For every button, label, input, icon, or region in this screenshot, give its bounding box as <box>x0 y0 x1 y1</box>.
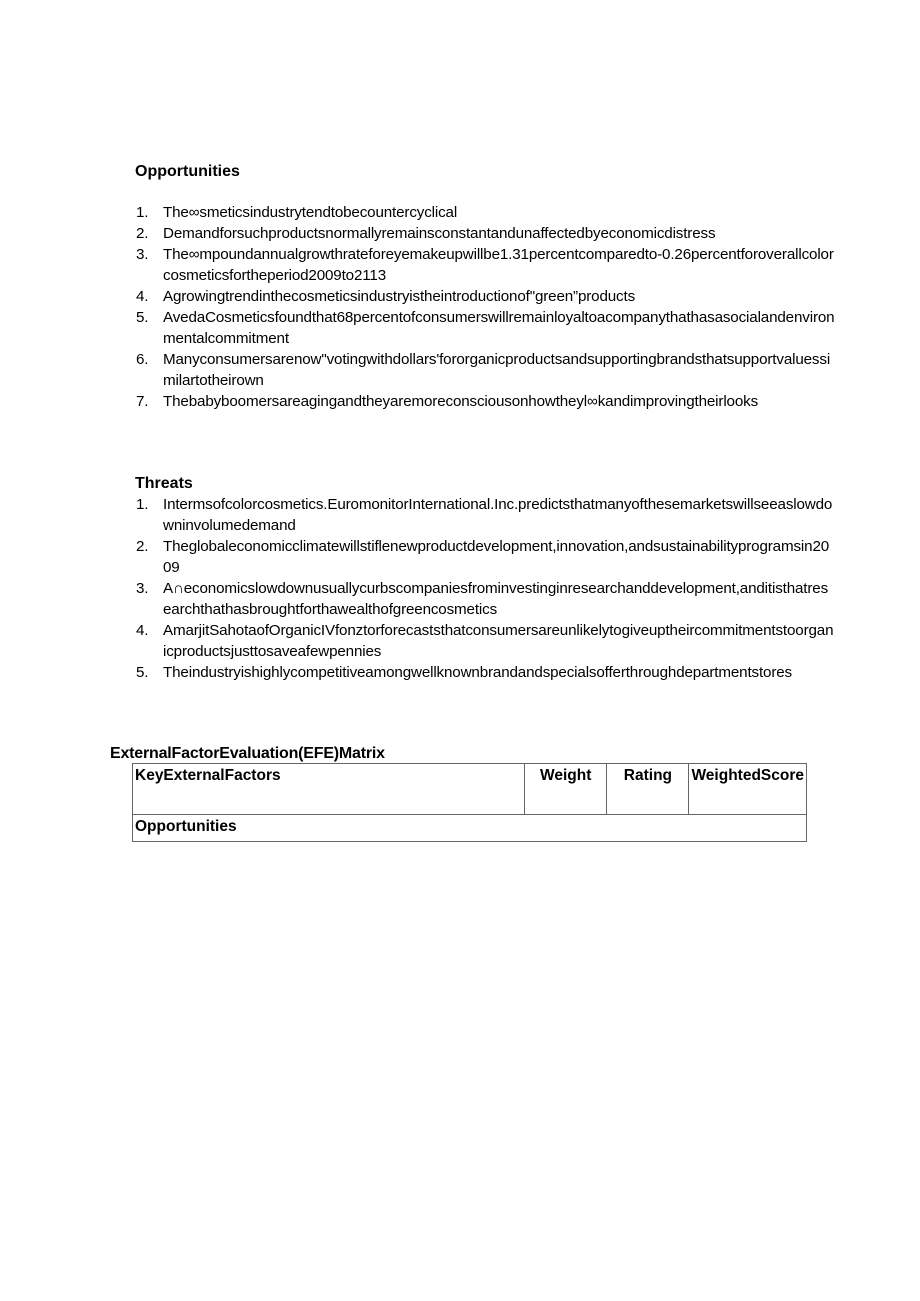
list-item-number: 7. <box>136 393 149 410</box>
opportunities-heading: Opportunities <box>135 163 240 180</box>
list-item-text: AvedaCosmeticsfoundthat68percentofconsumerswillremainloyaltoacompanythathasasocialandenvironmentalcommitment <box>163 309 835 347</box>
list-item-number: 5. <box>136 309 149 326</box>
list-item-text: The∞mpoundannualgrowthrateforeyemakeupwillbe1.31percentcomparedto-0.26percentforoverallcolorcosmeticsfortheperiod2009to2113 <box>163 246 834 284</box>
table-header-row <box>133 764 807 815</box>
list-item <box>135 286 835 307</box>
list-item-number: 4. <box>136 288 149 305</box>
list-item <box>135 307 835 349</box>
column-header-key-external-factors: KeyExternalFactors <box>133 764 525 815</box>
list-item-text: AmarjitSahotaofOrganicIVfonztorforecaststhatconsumersareunlikelytogiveuptheircommitmentstoorganicproductsjusttosaveafewpennies <box>163 622 834 660</box>
opportunities-list <box>135 202 835 412</box>
list-item-number: 2. <box>136 538 149 555</box>
list-item-text: Manyconsumersarenow"votingwithdollars'fororganicproductsandsupportingbrandsthatsupportvaluessimilartotheirown <box>163 351 831 389</box>
list-item-text: Intermsofcolorcosmetics.EuromonitorInternational.Inc.predictsthatmanyofthesemarketswillseeaslowdowninvolumedemand <box>163 496 833 534</box>
column-header-weighted-score: WeightedScore <box>689 764 807 815</box>
list-item-number: 2. <box>136 225 149 242</box>
efe-matrix-title: ExternalFactorEvaluation(EFE)Matrix <box>110 745 385 762</box>
list-item-text: A∩economicslowdownusuallycurbscompaniesfrominvestinginresearchanddevelopment,anditisthatresearchthathasbroughtforthawealthofgreencosmetics <box>163 580 829 618</box>
efe-matrix-table <box>132 763 807 842</box>
list-item <box>135 578 835 620</box>
list-item-text: The∞smeticsindustrytendtobecountercyclical <box>163 204 458 221</box>
list-item-number: 4. <box>136 622 149 639</box>
list-item <box>135 349 835 391</box>
list-item-number: 6. <box>136 351 149 368</box>
list-item <box>135 494 835 536</box>
list-item-number: 1. <box>136 496 149 513</box>
list-item <box>135 202 835 223</box>
list-item-number: 3. <box>136 580 149 597</box>
list-item <box>135 223 835 244</box>
column-header-rating: Rating <box>607 764 689 815</box>
list-item <box>135 391 835 412</box>
list-item-text: Demandforsuchproductsnormallyremainsconstantandunaffectedbyeconomicdistress <box>163 225 716 242</box>
threats-list <box>135 494 835 683</box>
list-item <box>135 244 835 286</box>
list-item <box>135 620 835 662</box>
list-item <box>135 536 835 578</box>
list-item-text: Theglobaleconomicclimatewillstiflenewproductdevelopment,innovation,andsustainabilityprogramsin2009 <box>163 538 830 576</box>
list-item-number: 1. <box>136 204 149 221</box>
list-item-number: 5. <box>136 664 149 681</box>
threats-heading: Threats <box>135 475 193 492</box>
list-item-text: Theindustryishighlycompetitiveamongwellknownbrandandspecialsofferthroughdepartmentstores <box>163 664 792 681</box>
list-item-text: Agrowingtrendinthecosmeticsindustryistheintroductionof"green”products <box>163 288 636 305</box>
list-item-text: Thebabyboomersareagingandtheyaremoreconsciousonhowtheyl∞kandimprovingtheirlooks <box>163 393 759 410</box>
column-header-weight: Weight <box>525 764 607 815</box>
list-item <box>135 662 835 683</box>
section-label-opportunities: Opportunities <box>133 815 807 842</box>
table-row <box>133 815 807 842</box>
list-item-number: 3. <box>136 246 149 263</box>
